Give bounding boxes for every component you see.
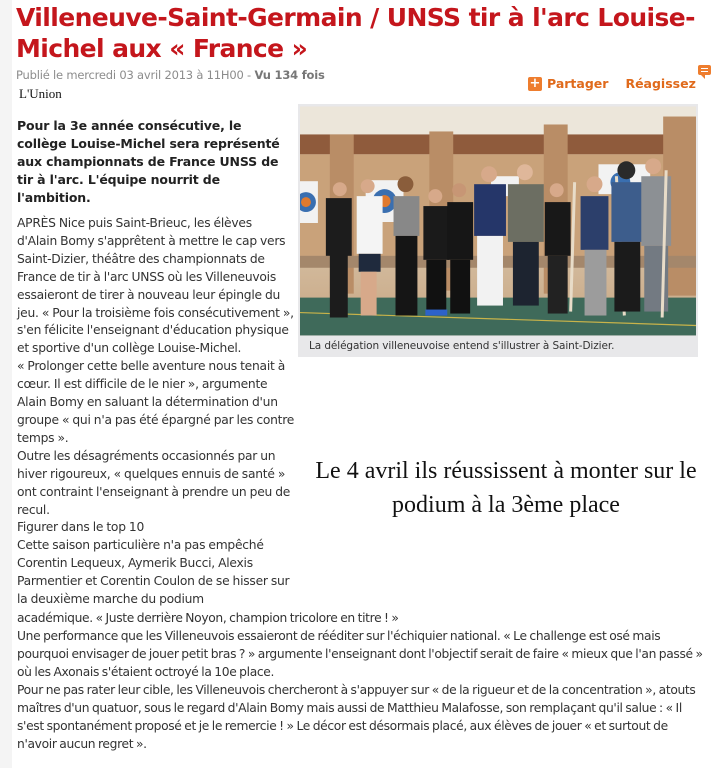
annotation-text: Le 4 avril ils réussissent à monter sur le podium à la 3ème place bbox=[315, 458, 697, 518]
article-body-wide bbox=[17, 609, 709, 753]
react-label[interactable]: Réagissez bbox=[625, 76, 696, 91]
article-actions bbox=[528, 76, 696, 91]
view-count: Vu 134 fois bbox=[254, 68, 325, 82]
paragraph: Une performance que les Villeneuvois essaieront de rééditer sur l'échiquier national. « Le challenge est osé mais pourquoi envisager de jouer petit bras ? » argumente l'enseignant dont l'objectif serait de faire « mieux que l'an passé » où les Axonais s'étaient octroyé la 10e place. bbox=[17, 628, 703, 679]
paragraph: « Prolonger cette belle aventure nous tenait à cœur. Il est difficile de le nier », argumente Alain Bomy en saluant la détermination d'un groupe « qui n'a pas été épargné par les contre temps ». bbox=[17, 359, 295, 445]
article-figure bbox=[298, 104, 698, 357]
article-source: L'Union bbox=[19, 86, 62, 101]
share-button[interactable]: Partager bbox=[547, 76, 609, 91]
left-gutter bbox=[0, 0, 12, 768]
paragraph: Outre les désagréments occasionnés par un hiver rigoureux, « quelques ennuis de santé » ont contraint l'enseignant à prendre un peu de recul. bbox=[17, 448, 291, 517]
paragraph: académique. « Juste derrière Noyon, champion tricolore en titre ! » bbox=[17, 610, 399, 625]
publish-date: Publié le mercredi 03 avril 2013 à 11H00 - bbox=[16, 68, 255, 82]
article-title: Villeneuve-Saint-Germain / UNSS tir à l'arc Louise-Michel aux « France » bbox=[16, 3, 695, 63]
paragraph: Cette saison particulière n'a pas empêché Corentin Lequeux, Aymerik Bucci, Alexis Parmentier et Corentin Coulon de se hisser sur la deuxième marche du podium bbox=[17, 538, 290, 607]
article-body-narrow bbox=[17, 215, 295, 609]
team-photo-illustration bbox=[300, 106, 696, 336]
react-button[interactable] bbox=[625, 76, 695, 91]
team-photo bbox=[300, 106, 696, 336]
comment-icon[interactable] bbox=[698, 65, 711, 75]
plus-icon[interactable]: + bbox=[529, 75, 541, 91]
article-meta bbox=[16, 68, 325, 82]
photo-caption: La délégation villeneuvoise entend s'illustrer à Saint-Dizier. bbox=[309, 340, 615, 352]
subheading: Figurer dans le top 10 bbox=[17, 520, 145, 535]
paragraph: APRÈS Nice puis Saint-Brieuc, les élèves d'Alain Bomy s'apprêtent à mettre le cap vers Saint-Dizier, théâtre des championnats de France de tir à l'arc UNSS où les Villeneuvois essaieront de tirer à nouveau leur épingle du jeu. « Pour la troisième fois consécutivement », s'en félicite l'enseignant d'éducation physique et sportive d'un collège Louise-Michel. bbox=[17, 216, 294, 356]
article-lead: Pour la 3e année consécutive, le collège Louise-Michel sera représenté aux championnats de France UNSS de tir à l'arc. L'équipe nourrit de l'ambition. bbox=[17, 118, 280, 205]
paragraph: Pour ne pas rater leur cible, les Villeneuvois chercheront à s'appuyer sur « de la rigueur et de la concentration », atouts maîtres d'un quatuor, sous le regard d'Alain Bomy mais aussi de Matthieu Malafosse, son remplaçant qu'il salue : « Il s'est spontanément proposé et je le remercie ! » Le décor est désormais placé, aux élèves de jouer « et surtout de n'avoir aucun regret ». bbox=[17, 682, 696, 751]
